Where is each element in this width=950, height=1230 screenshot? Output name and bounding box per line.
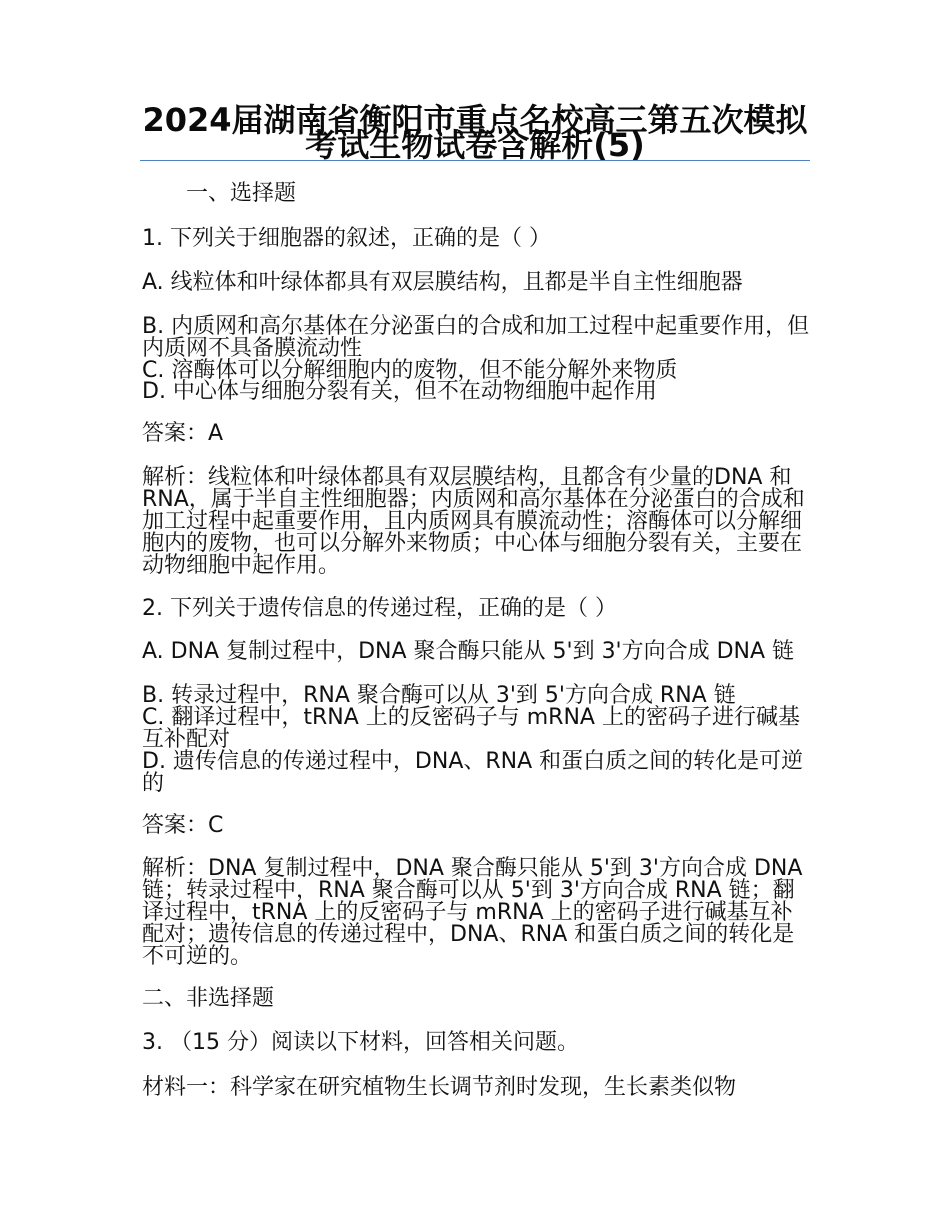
question-1-option-d: D. 中心体与细胞分裂有关，但不在动物细胞中起作用 [142,379,657,404]
document-title: 2024届湖南省衡阳市重点名校高三第五次模拟考试生物试卷含解析(5) [142,101,808,164]
question-3-stem: 3. （15 分）阅读以下材料，回答相关问题。 [142,1030,579,1055]
title-underline [140,160,810,161]
question-1-option-b: B. 内质网和高尔基体在分泌蛋白的合成和加工过程中起重要作用，但内质网不具备膜流动性 [142,314,810,361]
question-2-option-a: A. DNA 复制过程中，DNA 聚合酶只能从 5'到 3'方向合成 DNA 链 [142,639,795,664]
question-2-option-d: D. 遗传信息的传递过程中，DNA、RNA 和蛋白质之间的转化是可逆的 [142,749,804,796]
question-3-material-1: 材料一：科学家在研究植物生长调节剂时发现，生长素类似物 [142,1075,737,1100]
question-2-stem: 2. 下列关于遗传信息的传递过程，正确的是（ ） [142,596,617,621]
question-2-option-b: B. 转录过程中，RNA 聚合酶可以从 3'到 5'方向合成 RNA 链 [142,683,736,708]
question-2-option-c: C. 翻译过程中，tRNA 上的反密码子与 mRNA 上的密码子进行碱基互补配对 [142,705,800,752]
question-1-option-a: A. 线粒体和叶绿体都具有双层膜结构，且都是半自主性细胞器 [142,270,743,295]
question-1-analysis: 解析：线粒体和叶绿体都具有双层膜结构，且都含有少量的DNA 和 RNA，属于半自主性细胞器；内质网和高尔基体在分泌蛋白的合成和加工过程中起重要作用，且内质网具有膜流动性；溶酶体可以分解细胞内的废物，也可以分解外来物质；中心体与细胞分裂有关，主要在动物细胞中起作用。 [142,465,805,578]
question-1-answer: 答案：A [142,421,224,446]
section-heading-choice: 一、选择题 [186,181,297,206]
question-1-option-c: C. 溶酶体可以分解细胞内的废物，但不能分解外来物质 [142,358,678,383]
question-2-analysis: 解析：DNA 复制过程中，DNA 聚合酶只能从 5'到 3'方向合成 DNA 链；转录过程中，RNA 聚合酶可以从 5'到 3'方向合成 RNA 链；翻译过程中，tRNA 上的反密码子与 mRNA 上的密码子进行碱基互补配对；遗传信息的传递过程中，DNA、RNA 和蛋白质之间的转化是不可逆的。 [142,856,803,969]
section-heading-non-choice: 二、非选择题 [142,986,275,1011]
question-1-stem: 1. 下列关于细胞器的叙述，正确的是（ ） [142,226,551,251]
question-2-answer: 答案：C [142,813,224,838]
